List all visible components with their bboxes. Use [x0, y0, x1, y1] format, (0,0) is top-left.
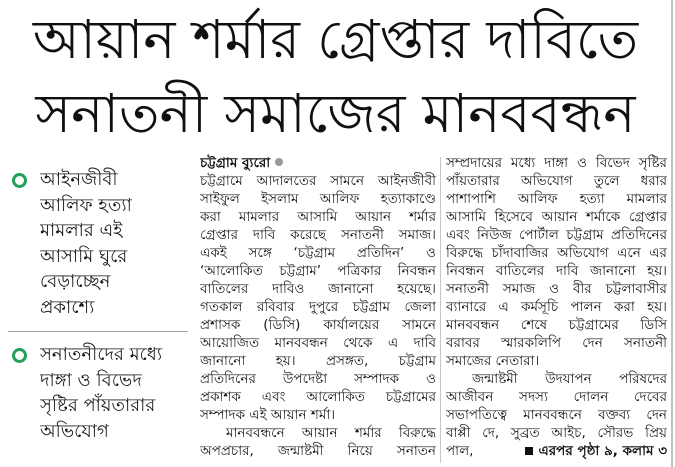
text-line: জানানো হয়। প্রসঙ্গত, চট্টগ্রাম [200, 353, 436, 369]
text-line: বাপ্পী দে, সুব্রত আইচ, সৌরভ প্রিয় [446, 425, 667, 441]
byline-dot-icon [275, 158, 283, 166]
text-line: পাশাপাশি আলিফ হত্যা মামলার [446, 191, 667, 207]
text-line: সনাতনী সমাজ ও বীর চট্টলাবাসীর [446, 281, 667, 297]
page-edge-rule [671, 0, 673, 467]
text-line: আয়োজিত মানববন্ধন থেকে এ দাবি [200, 335, 436, 351]
text-line: বাতিলের দাবিও জানানো হয়েছে। [200, 281, 436, 297]
article-column-2 [446, 154, 667, 460]
highlight-line: বেড়াচ্ছেন [40, 271, 111, 292]
text-line: মানববন্ধন শেষে চট্টগ্রামের ডিসি [446, 317, 667, 333]
text-line: আজীবন সদস্য দোলন দেবের [446, 389, 667, 405]
text-line: ব্যানারে এ কর্মসূচি পালন করা হয়। [446, 299, 667, 315]
highlight-line: মামলার এই [40, 220, 123, 241]
text-line: সভাপতিত্বে মানববন্ধনে বক্তব্য দেন [446, 407, 667, 423]
green-ring-bullet-icon [12, 173, 27, 188]
highlight-line: অভিযোগ [40, 420, 109, 442]
byline-text: চট্টগ্রাম ব্যুরো [200, 155, 271, 171]
highlight-line: প্রকাশ্যে [40, 296, 95, 318]
text-line: বিরুদ্ধে চাঁদাবাজির অভিযোগ এনে এর [446, 245, 667, 261]
text-line: প্রশাসক (ডিসি) কার্যালয়ের সামনে [200, 317, 436, 333]
text-line: গতকাল রবিবার দুপুরে চট্টগ্রাম জেলা [200, 299, 436, 315]
text-line: গ্রেপ্তার দাবি করেছে সনাতনী সমাজ। [200, 227, 436, 243]
text-line: অপপ্রচার, জন্মাষ্টমী নিয়ে সনাতন [200, 443, 436, 459]
highlight-separator [8, 331, 188, 332]
highlight-line: আইনজীবী [40, 169, 118, 190]
black-square-icon [525, 447, 533, 455]
text-line-end: পাল, [446, 443, 474, 459]
headline-line-2: সনাতনী সমাজের মানববন্ধন [35, 82, 636, 145]
text-line: এবং নিউজ পোর্টাল চট্টগ্রাম প্রতিদিনের [446, 227, 667, 243]
text-line: পাঁয়তারার অভিযোগ তুলে ধরার [446, 173, 667, 189]
byline [200, 154, 436, 172]
continuation-note [525, 442, 667, 460]
text-line: নিবন্ধন বাতিলের দাবি জানানো হয়। [446, 263, 667, 279]
text-line: সম্প্রদায়ের মধ্যে দাঙ্গা ও বিভেদ সৃষ্টির [446, 155, 667, 171]
green-ring-bullet-icon [12, 348, 27, 363]
highlight-point-2 [0, 342, 190, 444]
highlight-point-1 [0, 167, 190, 320]
highlight-line: দাঙ্গা ও বিভেদ [40, 369, 142, 391]
last-text-line [446, 442, 667, 460]
highlight-line: সৃষ্টির পাঁয়তারার [40, 395, 156, 416]
text-line: চট্টগ্রামে আদালতের সামনে আইনজীবী [200, 173, 436, 189]
text-line: জন্মাষ্টমী উদযাপন পরিষদের [472, 371, 667, 387]
continuation-text: এরপর পৃষ্ঠা ৯, কলাম ৩ [538, 443, 667, 459]
highlight-line: সনাতনীদের মধ্যে [40, 344, 163, 365]
text-line: করা মামলার আসামি আয়ান শর্মার [200, 209, 436, 225]
text-line: সাইফুল ইসলাম আলিফ হত্যাকাণ্ডে [200, 191, 436, 207]
headline-line-1: আয়ান শর্মার গ্রেপ্তার দাবিতে [32, 8, 639, 71]
highlight-line: আলিফ হত্যা [40, 194, 132, 216]
text-line: বরাবর স্মারকলিপি দেন সনাতনী [446, 335, 667, 351]
text-line: প্রতিদিনের উপদেষ্টা সম্পাদক ও [200, 371, 436, 387]
text-line: ‘আলোকিত চট্টগ্রাম’ পত্রিকার নিবন্ধন [200, 263, 436, 279]
text-line: প্রকাশক এবং আলোকিত চট্টগ্রামের [200, 389, 436, 405]
article-column-1 [200, 154, 436, 460]
column-divider [440, 157, 441, 463]
text-line: সমাজের নেতারা। [446, 353, 540, 369]
text-line: মানববন্ধনে আয়ান শর্মার বিরুদ্ধে [226, 425, 436, 441]
text-line: একই সঙ্গে ‘চট্টগ্রাম প্রতিদিন’ ও [200, 245, 436, 261]
text-line: আসামি হিসেবে আয়ান শর্মাকে গ্রেপ্তার [446, 209, 667, 225]
highlight-line: আসামি ঘুরে [40, 245, 128, 267]
text-line: সম্পাদক এই আয়ান শর্মা। [200, 407, 336, 423]
